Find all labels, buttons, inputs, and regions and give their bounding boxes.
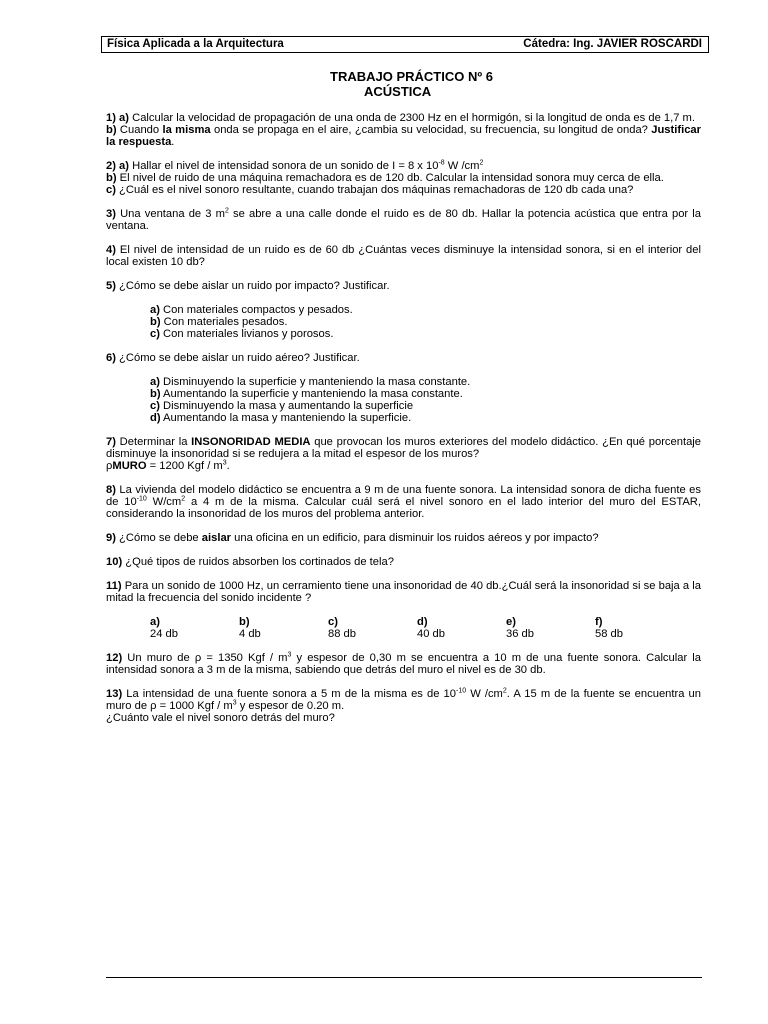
question-sub-label: c)	[106, 184, 116, 196]
exercise-list	[106, 112, 701, 724]
question-10	[106, 556, 701, 568]
question-text: ¿Cómo se debe aislar un ruido aéreo? Justificar.	[115, 352, 360, 364]
question-number: 13)	[106, 688, 123, 700]
option-text: 88 db	[328, 628, 356, 640]
option-item	[150, 400, 701, 412]
question-text: y espesor de 0,30 m se encuentra a 10 m de una fuente sonora. Calcular la intensidad sonora a 3 m de la misma, sabiendo que detrás del muro el nivel es de 30 db.	[106, 652, 702, 676]
option-list	[106, 376, 701, 424]
option-item	[595, 616, 684, 640]
question-text: W /cm	[444, 160, 480, 172]
question-number: 3)	[106, 208, 116, 220]
option-text: Disminuyendo la masa y aumentando la superficie	[159, 400, 414, 412]
option-list	[106, 616, 701, 640]
option-label: c)	[328, 616, 338, 628]
question-number: 7)	[106, 436, 116, 448]
option-item	[150, 328, 701, 340]
option-item	[417, 616, 506, 640]
question-text: Una ventana de 3 m	[115, 208, 225, 220]
page-header	[101, 36, 709, 53]
option-item	[150, 376, 701, 388]
option-text: Disminuyendo la superficie y manteniendo la masa constante.	[159, 376, 471, 388]
option-text: Con materiales pesados.	[160, 316, 288, 328]
question-number: 9)	[106, 532, 116, 544]
question-text: Para un sonido de 1000 Hz, un cerramiento tiene una insonoridad de 40 db.¿Cuál será la insonoridad si se baja a la mitad la frecuencia del sonido incidente ?	[106, 580, 701, 604]
question-9	[106, 532, 701, 544]
option-label: f)	[595, 616, 603, 628]
option-label: b)	[150, 388, 161, 400]
option-label: a)	[150, 376, 160, 388]
question-number: 10)	[106, 556, 123, 568]
option-text: 24 db	[150, 628, 178, 640]
header-chair: Cátedra: Ing. JAVIER ROSCARDI	[523, 38, 702, 50]
question-text: ¿Cómo se debe aislar un ruido por impacto? Justificar.	[115, 280, 390, 292]
rho-subscript: MURO	[112, 460, 147, 472]
option-text: Aumentando la superficie y manteniendo la masa constante.	[160, 388, 463, 400]
option-text: 4 db	[239, 628, 261, 640]
rho-symbol: ρ	[106, 460, 113, 472]
option-text: 40 db	[417, 628, 445, 640]
option-label: e)	[506, 616, 516, 628]
option-item	[150, 316, 701, 328]
option-label: d)	[150, 412, 161, 424]
question-bold-text: INSONORIDAD MEDIA	[191, 436, 311, 448]
exponent: 3	[287, 651, 292, 659]
question-number: 8)	[106, 484, 116, 496]
question-text: una oficina en un edificio, para disminuir los ruidos aéreos y por impacto?	[231, 532, 599, 544]
question-11	[106, 580, 701, 640]
option-list	[106, 304, 701, 340]
question-1	[106, 112, 701, 148]
question-13	[106, 688, 701, 724]
question-4	[106, 244, 701, 268]
option-label: a)	[150, 616, 160, 628]
option-text: 36 db	[506, 628, 534, 640]
option-item	[150, 616, 239, 640]
exponent: 2	[479, 159, 484, 167]
question-sub-label: b)	[106, 124, 117, 136]
question-text: que provocan los muros exteriores del modelo didáctico. ¿En qué porcentaje disminuye la insonoridad si se redujera a la mitad el espesor de los muros?	[106, 436, 701, 460]
option-item	[328, 616, 417, 640]
exponent: -10	[455, 687, 467, 695]
option-item	[150, 304, 701, 316]
option-text: Con materiales compactos y pesados.	[159, 304, 353, 316]
option-label: c)	[150, 400, 160, 412]
question-text: El nivel de intensidad de un ruido es de 60 db ¿Cuántas veces disminuye la intensidad sonora, si en el interior del local existen 10 db?	[106, 244, 701, 268]
header-course: Física Aplicada a la Arquitectura	[107, 38, 284, 50]
exponent: 2	[502, 687, 507, 695]
question-number: 5)	[106, 280, 116, 292]
question-text: . A 15 m de la fuente se encuentra un muro de ρ = 1000 Kgf / m	[106, 688, 701, 712]
option-label: c)	[150, 328, 160, 340]
question-number: 4)	[106, 244, 116, 256]
exponent: 3	[222, 459, 227, 467]
question-text: y espesor de 0.20 m.	[236, 700, 345, 712]
option-label: d)	[417, 616, 428, 628]
question-text: Cuando	[116, 124, 163, 136]
document-subtitle: ACÚSTICA	[364, 84, 432, 99]
option-text: 58 db	[595, 628, 623, 640]
exponent: 2	[181, 495, 186, 503]
footer-divider	[106, 977, 702, 978]
question-sub-label: b)	[106, 172, 117, 184]
question-text: ¿Cómo se debe	[115, 532, 202, 544]
question-5	[106, 280, 701, 340]
question-text: Calcular la velocidad de propagación de una onda de 2300 Hz en el hormigón, si la longitud de onda es de 1,7 m.	[129, 112, 695, 124]
option-item	[150, 412, 701, 424]
question-bold-text: Justificar la respuesta	[106, 124, 701, 148]
question-text: ¿Qué tipos de ruidos absorben los cortinados de tela?	[122, 556, 394, 568]
question-text: La intensidad de una fuente sonora a 5 m de la misma es de 10	[122, 688, 456, 700]
question-text: W /cm	[466, 688, 503, 700]
question-12	[106, 652, 701, 676]
exponent: -8	[438, 159, 445, 167]
question-2	[106, 160, 701, 196]
question-text: Un muro de ρ = 1350 Kgf / m	[122, 652, 288, 664]
question-text: .	[171, 136, 175, 148]
question-text: onda se propaga en el aire, ¿cambia su velocidad, su frecuencia, su longitud de onda?	[210, 124, 652, 136]
question-3	[106, 208, 701, 232]
question-text: Determinar la	[115, 436, 192, 448]
question-text: a 4 m de la misma. Calcular cuál será el nivel sonoro en el lado interior del muro del ESTAR, considerando la insonoridad de los muros del problema anterior.	[106, 496, 701, 520]
question-number: 12)	[106, 652, 123, 664]
option-item	[239, 616, 328, 640]
option-label: b)	[239, 616, 250, 628]
question-7: 7) Determinar la INSONORIDAD MEDIA que provocan los muros exteriores del modelo didáctico. ¿En qué porcentaje disminuye la insonoridad si se redujera a la mitad el espesor de los muros? ρMURO = 1200 Kgf / $m^3$.	[106, 436, 701, 472]
option-text: Con materiales livianos y porosos.	[159, 328, 334, 340]
option-label: a)	[150, 304, 160, 316]
exponent: -10	[136, 495, 147, 503]
exponent: 2	[224, 207, 229, 215]
question-text: ¿Cuánto vale el nivel sonoro detrás del muro?	[106, 712, 335, 724]
question-8	[106, 484, 701, 520]
question-text: W/cm	[146, 496, 182, 508]
question-text: = 1200 Kgf / m	[146, 460, 223, 472]
option-text: Aumentando la masa y manteniendo la superficie.	[160, 412, 412, 424]
question-number: 2) a)	[106, 160, 130, 172]
question-number: 1) a)	[106, 112, 130, 124]
question-text: Hallar el nivel de intensidad sonora de un sonido de I = 8 x 10	[129, 160, 439, 172]
question-number: 11)	[106, 580, 122, 592]
question-6	[106, 352, 701, 424]
document-title: TRABAJO PRÁCTICO Nº 6	[330, 69, 493, 84]
question-text: ¿Cuál es el nivel sonoro resultante, cuando trabajan dos máquinas remachadoras de 120 db cada una?	[115, 184, 634, 196]
option-item	[506, 616, 595, 640]
question-number: 6)	[106, 352, 116, 364]
option-item	[150, 388, 701, 400]
question-text: La vivienda del modelo didáctico se encuentra a 9 m de una fuente sonora. La intensidad sonora de dicha fuente es de 10	[106, 484, 701, 508]
question-bold-text: la misma	[162, 124, 211, 136]
question-bold-text: aislar	[201, 532, 232, 544]
exponent: 3	[232, 699, 237, 707]
question-text: se abre a una calle donde el ruido es de 80 db. Hallar la potencia acústica que entra por la ventana.	[106, 208, 701, 232]
option-label: b)	[150, 316, 161, 328]
question-text: El nivel de ruido de una máquina remachadora es de 120 db. Calcular la intensidad sonora muy cerca de ella.	[116, 172, 664, 184]
